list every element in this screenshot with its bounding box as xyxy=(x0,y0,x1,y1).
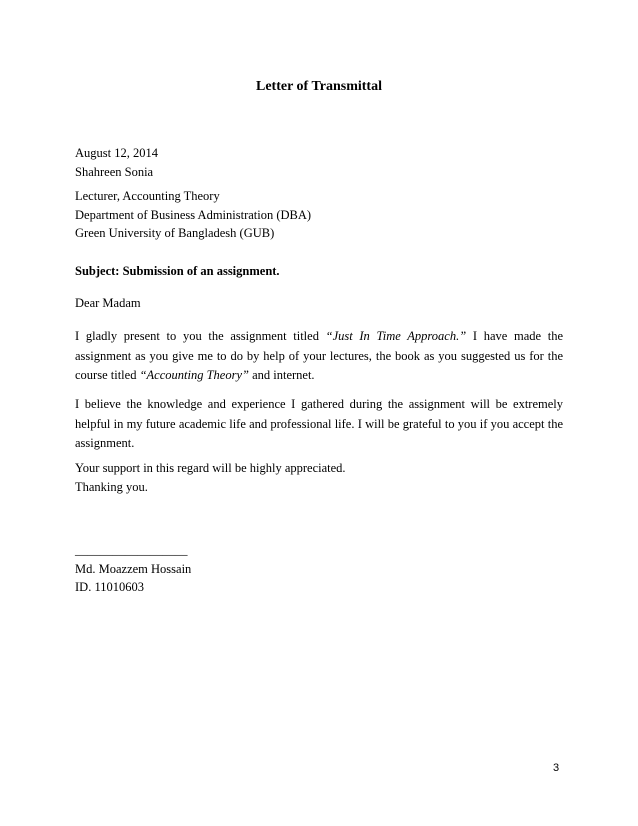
letter-title: Letter of Transmittal xyxy=(256,79,382,94)
recipient-position: Lecturer, Accounting Theory xyxy=(75,189,220,203)
recipient-university: Green University of Bangladesh (GUB) xyxy=(75,226,275,240)
letter-date: August 12, 2014 xyxy=(75,146,158,160)
body-paragraph-2: I believe the knowledge and experience I gathered during the assignment will be extremely helpful in my future academic life and professional life. I will be grateful to you if you accept the assignment. xyxy=(75,397,563,450)
closing-line-1: Your support in this regard will be highly appreciated. xyxy=(75,461,346,475)
assignment-title: “Just In Time Approach.” xyxy=(325,329,467,343)
letter-subject: Subject: Submission of an assignment. xyxy=(75,264,280,278)
page-number: 3 xyxy=(553,762,560,774)
body-paragraph-1 xyxy=(75,327,563,386)
paragraph-1-text-c: and internet. xyxy=(248,368,315,382)
sender-name: Md. Moazzem Hossain xyxy=(75,562,192,576)
closing-line-2: Thanking you. xyxy=(75,480,148,494)
recipient-name: Shahreen Sonia xyxy=(75,165,154,179)
paragraph-1-text-b: I have made the assignment as you give me to do by help of your lectures, the book as you suggested us for the course titled xyxy=(75,329,563,382)
sender-id: ID. 11010603 xyxy=(75,580,144,594)
signature-line: __________________ xyxy=(75,543,188,557)
course-title: “Accounting Theory” xyxy=(139,368,249,382)
recipient-department: Department of Business Administration (DBA) xyxy=(75,208,312,222)
paragraph-1-text-a: I gladly present to you the assignment titled xyxy=(75,329,326,343)
salutation: Dear Madam xyxy=(75,296,141,310)
